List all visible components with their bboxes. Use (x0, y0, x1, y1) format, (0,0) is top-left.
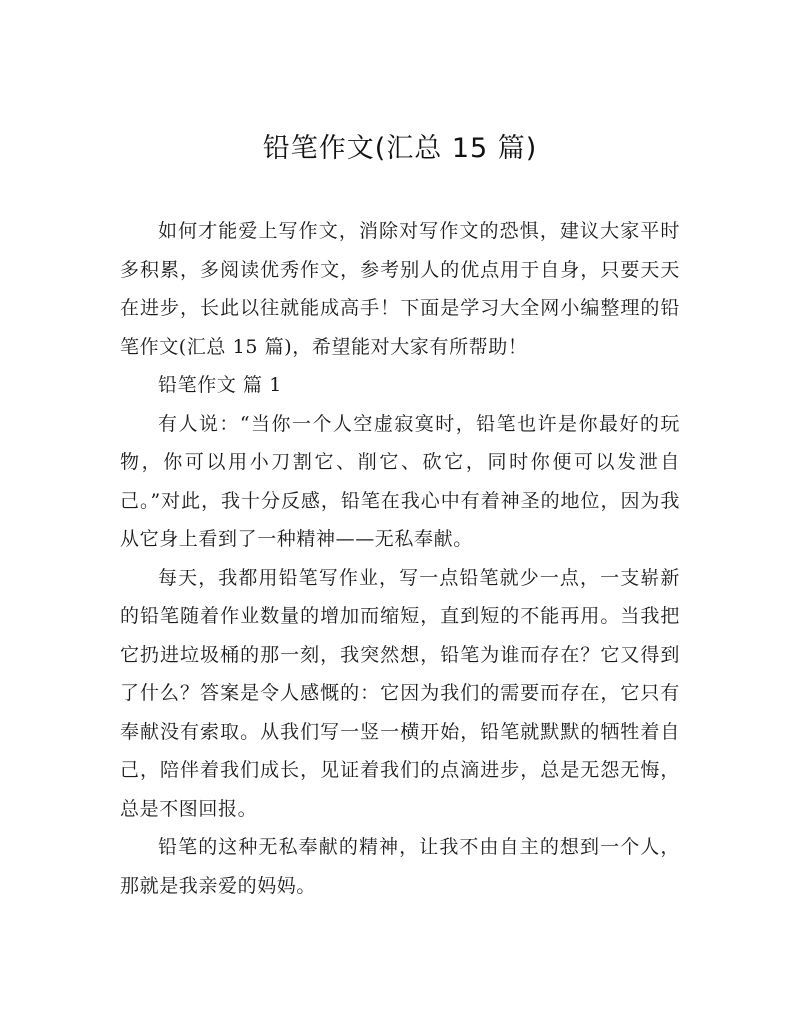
body-paragraph: 每天，我都用铅笔写作业，写一点铅笔就少一点，一支崭新的铅笔随着作业数量的增加而缩短，直到短的不能再用。当我把它扔进垃圾桶的那一刻，我突然想，铅笔为谁而存在？它又得到了什么？答案是令人感慨的：它因为我们的需要而存在，它只有奉献没有索取。从我们写一竖一横开始，铅笔就默默的牺牲着自己，陪伴着我们成长，见证着我们的点滴进步，总是无怨无悔，总是不图回报。 (120, 566, 680, 820)
document-title: 铅笔作文(汇总 15 篇) (262, 133, 538, 164)
body-paragraph: 有人说：“当你一个人空虚寂寞时，铅笔也许是你最好的玩物，你可以用小刀割它、削它、砍它，同时你便可以发泄自己。”对此，我十分反感，铅笔在我心中有着神圣的地位，因为我从它身上看到了一种精神——无私奉献。 (120, 412, 680, 550)
body-paragraph: 铅笔的这种无私奉献的精神，让我不由自主的想到一个人，那就是我亲爱的妈妈。 (120, 836, 680, 897)
section-heading: 铅笔作文 篇 1 (158, 374, 282, 396)
intro-paragraph: 如何才能爱上写作文，消除对写作文的恐惧，建议大家平时多积累，多阅读优秀作文，参考别人的优点用于自身，只要天天在进步，长此以往就能成高手！下面是学习大全网小编整理的铅笔作文(汇总 15 篇)，希望能对大家有所帮助！ (120, 220, 680, 358)
document-body (120, 212, 680, 905)
